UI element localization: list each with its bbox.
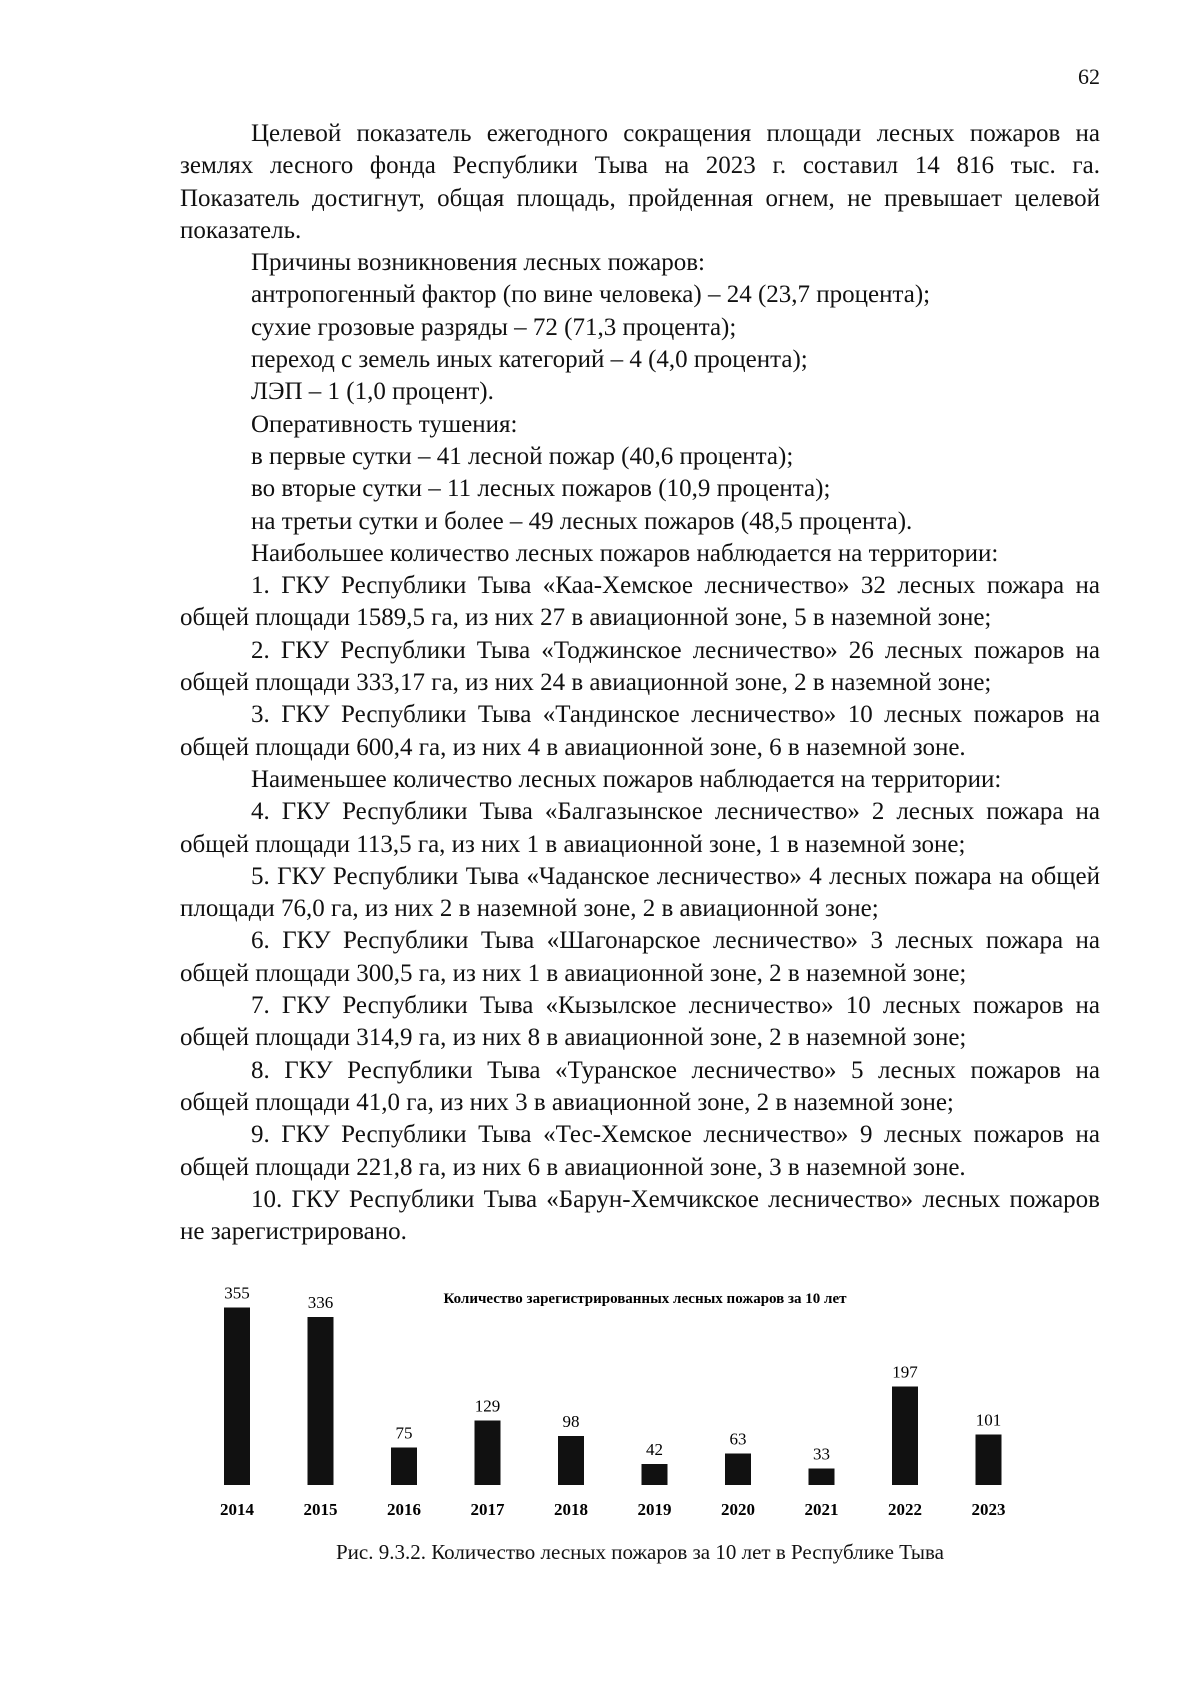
bar-2015 [308,1317,334,1485]
paragraph: 10. ГКУ Республики Тыва «Барун-Хемчикское лесничество» лесных пожаров не зарегистрировано. [180,1185,1100,1246]
value-label: 197 [892,1362,918,1382]
value-label: 336 [307,1293,334,1312]
paragraph: Целевой показатель ежегодного сокращения площади лесных пожаров на землях лесного фонда Республики Тыва на 2023 г. составил 14 816 тыс. га. Показатель достигнут, общая площадь, пройденная огнем, не превышает целевой показатель. [180,120,1100,244]
bar-2022 [892,1387,918,1486]
paragraph: ЛЭП – 1 (1,0 процент). [251,378,494,406]
category-label: 2021 [804,1500,839,1519]
figure-caption: Рис. 9.3.2. Количество лесных пожаров за 10 лет в Республике Тыва [335,1540,945,1564]
bar-2017 [475,1421,501,1486]
category-label: 2022 [888,1500,922,1519]
paragraph: во вторые сутки – 11 лесных пожаров (10,9 процента); [251,475,831,503]
paragraph: Причины возникновения лесных пожаров: [251,249,705,277]
bar-2014 [224,1308,250,1486]
value-label: 33 [813,1444,830,1464]
bar-2016 [391,1448,417,1486]
bar-chart-figure [195,1275,1095,1535]
paragraph: на третьи сутки и более – 49 лесных пожаров (48,5 процента). [251,507,913,535]
paragraph: антропогенный фактор (по вине человека) – 24 (23,7 процента); [251,281,931,309]
paragraph: 9. ГКУ Республики Тыва «Тес-Хемское лесничество» 9 лесных пожаров на общей площади 221,8 га, из них 6 в авиационной зоне, 3 в наземной зоне. [180,1121,1100,1181]
paragraph: 2. ГКУ Республики Тыва «Тоджинское лесничество» 26 лесных пожаров на общей площади 333,17 га, из них 24 в авиационной зоне, 2 в наземной зоне; [180,636,1100,697]
paragraph: 7. ГКУ Республики Тыва «Кызылское лесничество» 10 лесных пожаров на общей площади 314,9 га, из них 8 в авиационной зоне, 2 в наземной зоне; [180,992,1100,1052]
category-label: 2018 [554,1500,588,1519]
value-label: 355 [224,1283,250,1303]
chart-title: Количество зарегистрированных лесных пожаров за 10 лет [443,1291,847,1307]
category-label: 2023 [971,1500,1006,1519]
value-label: 42 [646,1440,663,1459]
category-label: 2017 [470,1500,505,1519]
category-label: 2020 [721,1500,755,1519]
paragraph: сухие грозовые разряды – 72 (71,3 процента); [251,313,737,341]
paragraph: 1. ГКУ Республики Тыва «Каа-Хемское лесничество» 32 лесных пожара на общей площади 1589,5 га, из них 27 в авиационной зоне, 5 в наземной зоне; [180,572,1100,632]
bar-2021 [809,1469,835,1486]
category-label: 2014 [220,1500,254,1519]
category-label: 2019 [637,1500,672,1519]
page-number: 62 [1078,64,1100,89]
document-body [180,118,1100,1248]
value-label: 98 [562,1412,580,1431]
paragraph: в первые сутки – 41 лесной пожар (40,6 процента); [251,442,794,470]
paragraph: переход с земель иных категорий – 4 (4,0 процента); [251,346,808,374]
bar-2020 [725,1454,751,1486]
paragraph: Наименьшее количество лесных пожаров наблюдается на территории: [251,765,1002,793]
value-label: 75 [395,1423,413,1443]
category-label: 2016 [387,1500,421,1519]
bar-2023 [976,1435,1002,1486]
paragraph: 6. ГКУ Республики Тыва «Шагонарское лесничество» 3 лесных пожара на общей площади 300,5 га, из них 1 в авиационной зоне, 2 в наземной зоне; [180,927,1100,987]
paragraph: Оперативность тушения: [251,410,518,438]
paragraph: 4. ГКУ Республики Тыва «Балгазынское лесничество» 2 лесных пожара на общей площади 113,5 га, из них 1 в авиационной зоне, 1 в наземной зоне; [180,798,1100,858]
value-label: 101 [975,1410,1002,1430]
paragraph: 5. ГКУ Республики Тыва «Чаданское лесничество» 4 лесных пожара на общей площади 76,0 га, из них 2 в наземной зоне, 2 в авиационной зоне; [180,862,1100,923]
value-label: 129 [474,1396,501,1416]
paragraph: 8. ГКУ Республики Тыва «Туранское лесничество» 5 лесных пожаров на общей площади 41,0 га, из них 3 в авиационной зоне, 2 в наземной зоне; [180,1056,1100,1116]
paragraph: 3. ГКУ Республики Тыва «Тандинское лесничество» 10 лесных пожаров на общей площади 600,4 га, из них 4 в авиационной зоне, 6 в наземной зоне. [180,701,1100,761]
bars-layer [220,1284,1006,1520]
category-label: 2015 [303,1500,338,1519]
paragraph: Наибольшее количество лесных пожаров наблюдается на территории: [251,539,999,567]
bar-2019 [642,1464,668,1485]
value-label: 63 [729,1429,747,1449]
bar-2018 [558,1436,584,1485]
bar-chart [195,1275,1095,1535]
